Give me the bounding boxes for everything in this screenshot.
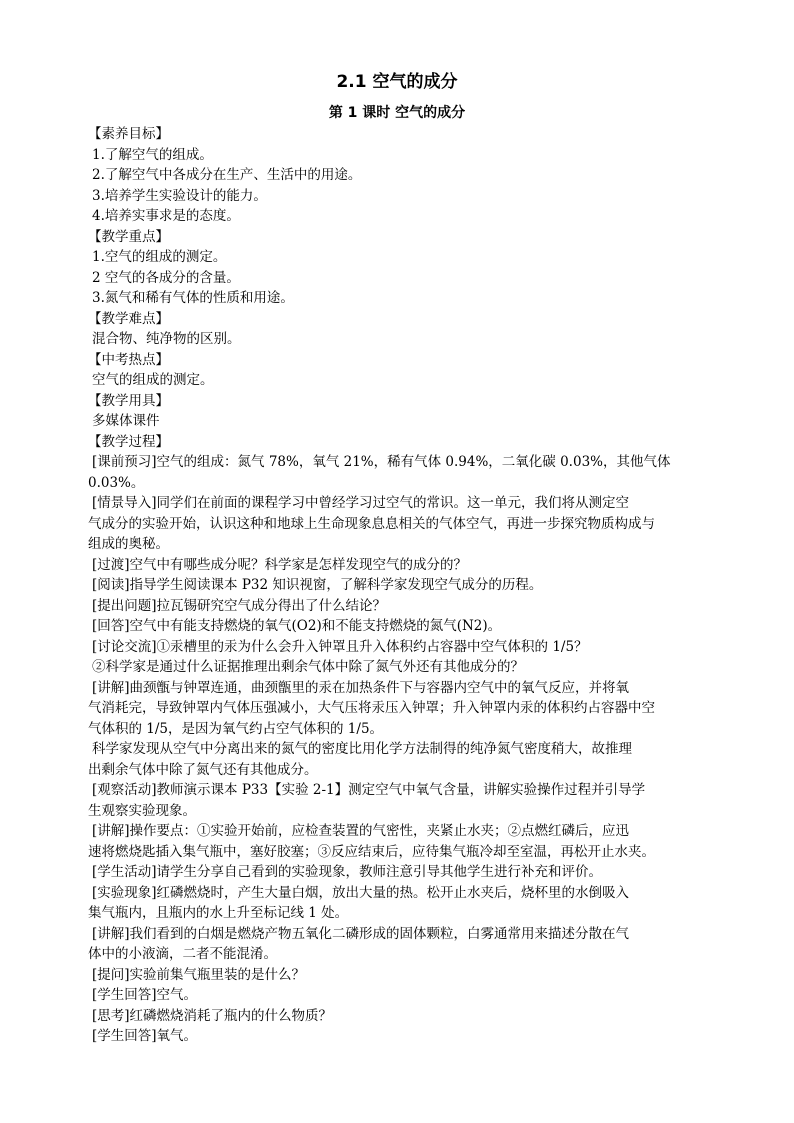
paragraph-continuation: 0.03%。 bbox=[88, 474, 145, 491]
list-item: 1.了解空气的组成。 bbox=[92, 146, 213, 163]
page-title: 2.1 空气的成分 bbox=[336, 72, 458, 92]
paragraph-continuation: 气成分的实验开始，认识这种和地球上生命现象息息相关的气体空气，再进一步探究物质构成与 bbox=[88, 515, 655, 532]
paragraph-line: [回答]空气中有能支持燃烧的氧气(O2)和不能支持燃烧的氮气(N2)。 bbox=[92, 618, 502, 634]
section-heading: 【中考热点】 bbox=[88, 351, 169, 368]
paragraph-continuation: 气体积的 1/5，是因为氧气约占空气体积的 1/5。 bbox=[88, 720, 384, 737]
paragraph-line: [观察活动]教师演示课本 P33【实验 2-1】测定空气中氧气含量，讲解实验操作过程并引导学 bbox=[92, 782, 646, 798]
list-item: 4.培养实事求是的态度。 bbox=[92, 208, 240, 224]
document-body bbox=[88, 124, 732, 1047]
paragraph-line: [讲解]我们看到的白烟是燃烧产物五氧化二磷形成的固体颗粒，白雾通常用来描述分散在气 bbox=[92, 925, 630, 942]
paragraph-continuation: 组成的奥秘。 bbox=[88, 536, 169, 552]
paragraph-line: [课前预习]空气的组成：氮气 78%，氧气 21%，稀有气体 0.94%，二氧化碳 0.03%，其他气体 bbox=[92, 454, 671, 470]
list-item: 1.空气的组成的测定。 bbox=[92, 249, 227, 265]
paragraph-line: ②科学家是通过什么证据推理出剩余气体中除了氮气外还有其他成分的？ bbox=[92, 659, 524, 675]
list-item: 混合物、纯净物的区别。 bbox=[92, 331, 241, 347]
paragraph-continuation: 气消耗完，导致钟罩内气体压强减小，大气压将汞压入钟罩；升入钟罩内汞的体积约占容器中空 bbox=[88, 700, 655, 716]
list-item: 多媒体课件 bbox=[92, 413, 160, 429]
paragraph-line: [学生活动]请学生分享自己看到的实验现象，教师注意引导其他学生进行补充和评价。 bbox=[92, 864, 603, 880]
paragraph-line: [过渡]空气中有哪些成分呢？科学家是怎样发现空气的成分的？ bbox=[92, 556, 468, 573]
section-heading: 【素养目标】 bbox=[88, 126, 169, 142]
section-heading: 【教学难点】 bbox=[88, 310, 169, 327]
paragraph-line: [讲解]操作要点：①实验开始前，应检查装置的气密性，夹紧止水夹；②点燃红磷后，应迅 bbox=[92, 823, 630, 839]
paragraph-line: [阅读]指导学生阅读课本 P32 知识视窗，了解科学家发现空气成分的历程。 bbox=[92, 577, 543, 593]
list-item: 3.培养学生实验设计的能力。 bbox=[92, 187, 267, 204]
paragraph-line: 科学家发现从空气中分离出来的氮气的密度比用化学方法制得的纯净氮气密度稍大，故推理 bbox=[92, 741, 632, 757]
paragraph-continuation: 速将燃烧匙插入集气瓶中，塞好胶塞；③反应结束后，应待集气瓶冷却至室温，再松开止水夹。 bbox=[88, 843, 655, 860]
paragraph-line: [思考]红磷燃烧消耗了瓶内的什么物质？ bbox=[92, 1007, 333, 1024]
paragraph-continuation: 体中的小液滴，二者不能混淆。 bbox=[88, 946, 277, 962]
section-heading: 【教学过程】 bbox=[88, 433, 169, 450]
paragraph-line: [学生回答]空气。 bbox=[92, 987, 198, 1003]
paragraph-line: [提出问题]拉瓦锡研究空气成分得出了什么结论？ bbox=[92, 597, 387, 614]
paragraph-continuation: 出剩余气体中除了氮气还有其他成分。 bbox=[88, 761, 318, 778]
paragraph-continuation: 生观察实验现象。 bbox=[88, 802, 196, 819]
paragraph-line: [实验现象]红磷燃烧时，产生大量白烟，放出大量的热。松开止水夹后，烧杯里的水倒吸入 bbox=[92, 884, 630, 901]
paragraph-line: [情景导入]同学们在前面的课程学习中曾经学习过空气的常识。这一单元，我们将从测定空 bbox=[92, 495, 630, 511]
paragraph-line: [讨论交流]①汞槽里的汞为什么会升入钟罩且升入体积约占容器中空气体积的 1/5？ bbox=[92, 638, 588, 655]
paragraph-line: [提问]实验前集气瓶里装的是什么？ bbox=[92, 966, 306, 983]
list-item: 空气的组成的测定。 bbox=[92, 372, 214, 388]
list-item: 2.了解空气中各成分在生产、生活中的用途。 bbox=[92, 167, 362, 183]
paragraph-line: [讲解]曲颈甑与钟罩连通，曲颈甑里的汞在加热条件下与容器内空气中的氧气反应，并将氧 bbox=[92, 679, 630, 696]
section-heading: 【教学重点】 bbox=[88, 228, 169, 245]
paragraph-line: [学生回答]氧气。 bbox=[92, 1028, 198, 1044]
page-subtitle: 第 1 课时 空气的成分 bbox=[328, 105, 466, 121]
paragraph-continuation: 集气瓶内，且瓶内的水上升至标记线 1 处。 bbox=[88, 905, 349, 921]
list-item: 2 空气的各成分的含量。 bbox=[92, 269, 240, 286]
list-item: 3.氮气和稀有气体的性质和用途。 bbox=[92, 290, 294, 306]
section-heading: 【教学用具】 bbox=[88, 392, 169, 409]
